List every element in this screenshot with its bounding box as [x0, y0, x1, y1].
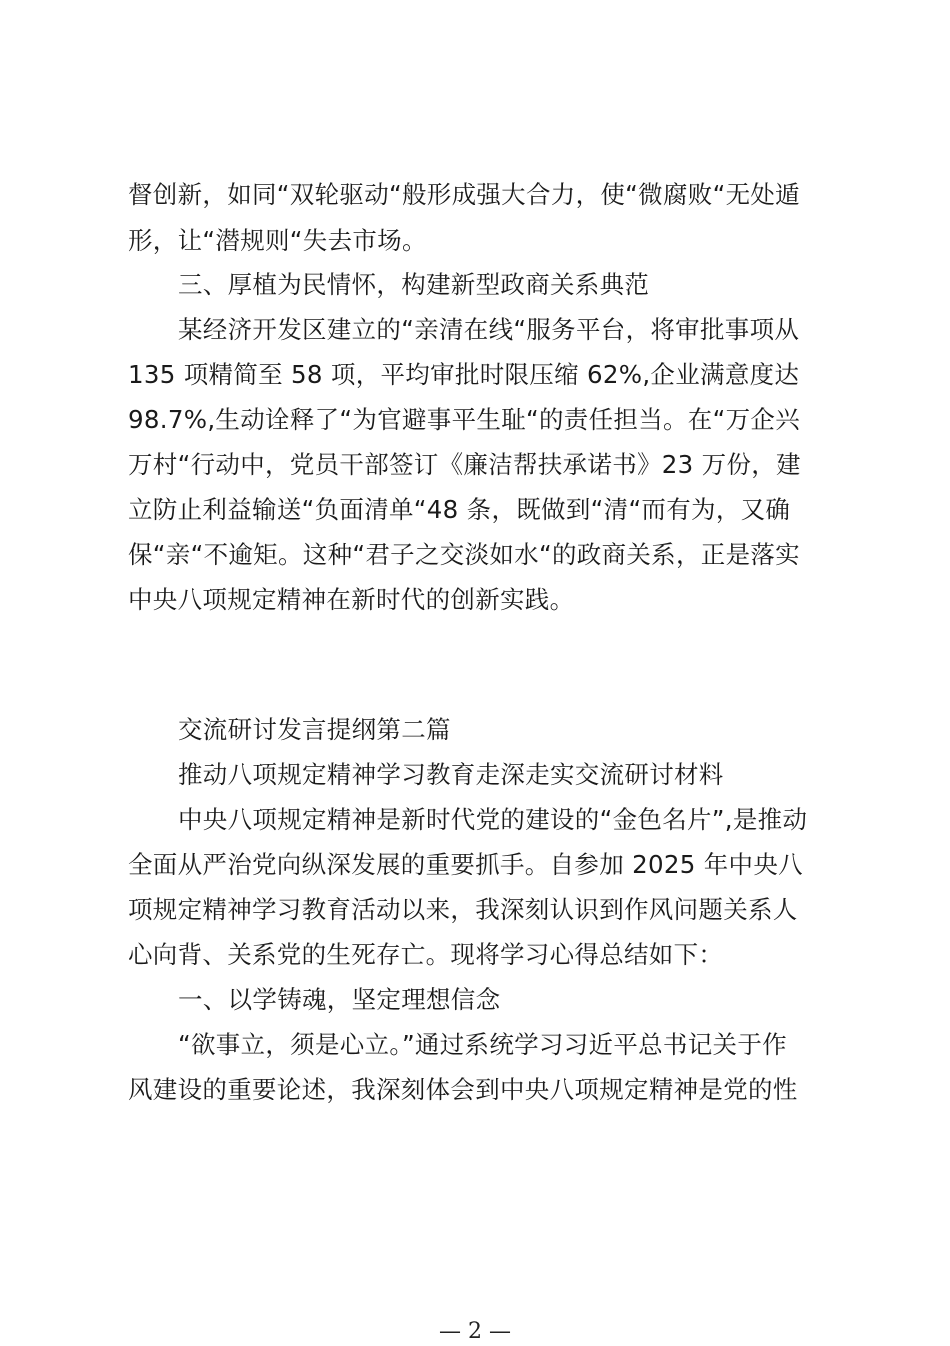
paragraph-line: “欲事立，须是心立。”通过系统学习习近平总书记关于作	[178, 1030, 787, 1059]
paragraph-line: 98.7%,生动诠释了“为官避事平生耻“的责任担当。在“万企兴	[128, 405, 800, 434]
document-title: 推动八项规定精神学习教育走深走实交流研讨材料	[178, 760, 724, 789]
part-title: 交流研讨发言提纲第二篇	[178, 715, 451, 744]
paragraph-line: 风建设的重要论述，我深刻体会到中央八项规定精神是党的性	[128, 1075, 798, 1104]
section-heading: 三、厚植为民情怀，构建新型政商关系典范	[178, 270, 650, 299]
paragraph-line: 心向背、关系党的生死存亡。现将学习心得总结如下：	[128, 940, 724, 969]
paragraph-line: 保“亲“不逾矩。这种“君子之交淡如水“的政商关系，正是落实	[128, 540, 800, 569]
paragraph-line: 某经济开发区建立的“亲清在线“服务平台，将审批事项从	[178, 315, 800, 344]
section-heading: 一、以学铸魂，坚定理想信念	[178, 985, 501, 1014]
paragraph-line: 项规定精神学习教育活动以来，我深刻认识到作风问题关系人	[128, 895, 798, 924]
paragraph-line: 督创新，如同“双轮驱动“般形成强大合力，使“微腐败“无处遁	[128, 180, 800, 209]
paragraph-line: 135 项精简至 58 项，平均审批时限压缩 62%,企业满意度达	[128, 360, 800, 389]
page-number: — 2 —	[439, 1319, 511, 1344]
paragraph-line: 万村“行动中，党员干部签订《廉洁帮扶承诺书》23 万份，建	[128, 450, 801, 479]
paragraph-line: 中央八项规定精神是新时代党的建设的“金色名片”,是推动	[178, 805, 808, 834]
paragraph-line: 形，让“潜规则“失去市场。	[128, 226, 427, 255]
paragraph-line: 中央八项规定精神在新时代的创新实践。	[128, 585, 575, 614]
paragraph-line: 全面从严治党向纵深发展的重要抓手。自参加 2025 年中央八	[128, 850, 803, 879]
paragraph-line: 立防止利益输送“负面清单“48 条，既做到“清“而有为，又确	[128, 495, 791, 524]
